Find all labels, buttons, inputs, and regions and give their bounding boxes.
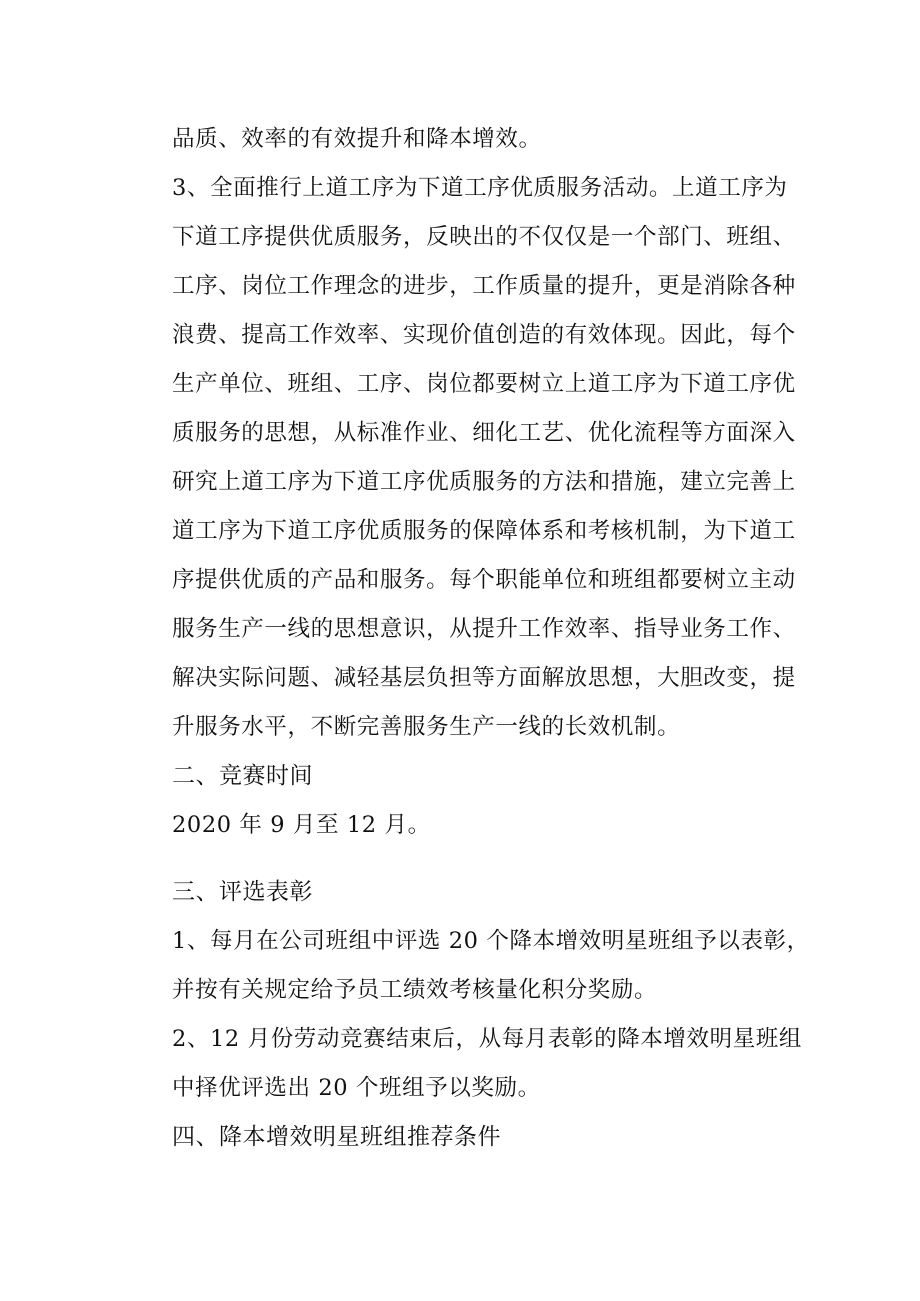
body-text-line: 服务生产一线的思想意识，从提升工作效率、指导业务工作、: [172, 616, 796, 642]
section-heading-recommendation-criteria: 四、降本增效明星班组推荐条件: [172, 1124, 501, 1150]
section-heading-competition-time: 二、竞赛时间: [172, 763, 313, 789]
body-text-line: 生产单位、班组、工序、岗位都要树立上道工序为下道工序优: [172, 371, 796, 397]
body-text-line: 道工序为下道工序优质服务的保障体系和考核机制，为下道工: [172, 518, 796, 544]
body-text-line: 并按有关规定给予员工绩效考核量化积分奖励。: [172, 977, 658, 1003]
body-text-line: 浪费、提高工作效率、实现价值创造的有效体现。因此，每个: [172, 322, 796, 348]
body-text-line: 品质、效率的有效提升和降本增效。: [172, 126, 542, 152]
body-text-line: 2020 年 9 月至 12 月。: [172, 812, 431, 838]
section-heading-selection-awards: 三、评选表彰: [172, 879, 313, 905]
body-text-line: 中择优评选出 20 个班组予以奖励。: [172, 1075, 541, 1101]
body-text-line: 2、12 月份劳动竞赛结束后，从每月表彰的降本增效明星班组: [172, 1026, 802, 1052]
body-text-line: 序提供优质的产品和服务。每个职能单位和班组都要树立主动: [172, 567, 796, 593]
body-text-line: 升服务水平，不断完善服务生产一线的长效机制。: [172, 714, 681, 740]
body-text-line: 解决实际问题、减轻基层负担等方面解放思想，大胆改变，提: [172, 665, 796, 691]
body-text-line: 研究上道工序为下道工序优质服务的方法和措施，建立完善上: [172, 469, 796, 495]
body-text-line: 1、每月在公司班组中评选 20 个降本增效明星班组予以表彰，: [172, 928, 810, 954]
body-text-line: 工序、岗位工作理念的进步，工作质量的提升，更是消除各种: [172, 273, 796, 299]
body-text-line: 3、全面推行上道工序为下道工序优质服务活动。上道工序为: [172, 175, 788, 201]
body-text-line: 质服务的思想，从标准作业、细化工艺、优化流程等方面深入: [172, 420, 796, 446]
body-text-line: 下道工序提供优质服务，反映出的不仅仅是一个部门、班组、: [172, 224, 796, 250]
